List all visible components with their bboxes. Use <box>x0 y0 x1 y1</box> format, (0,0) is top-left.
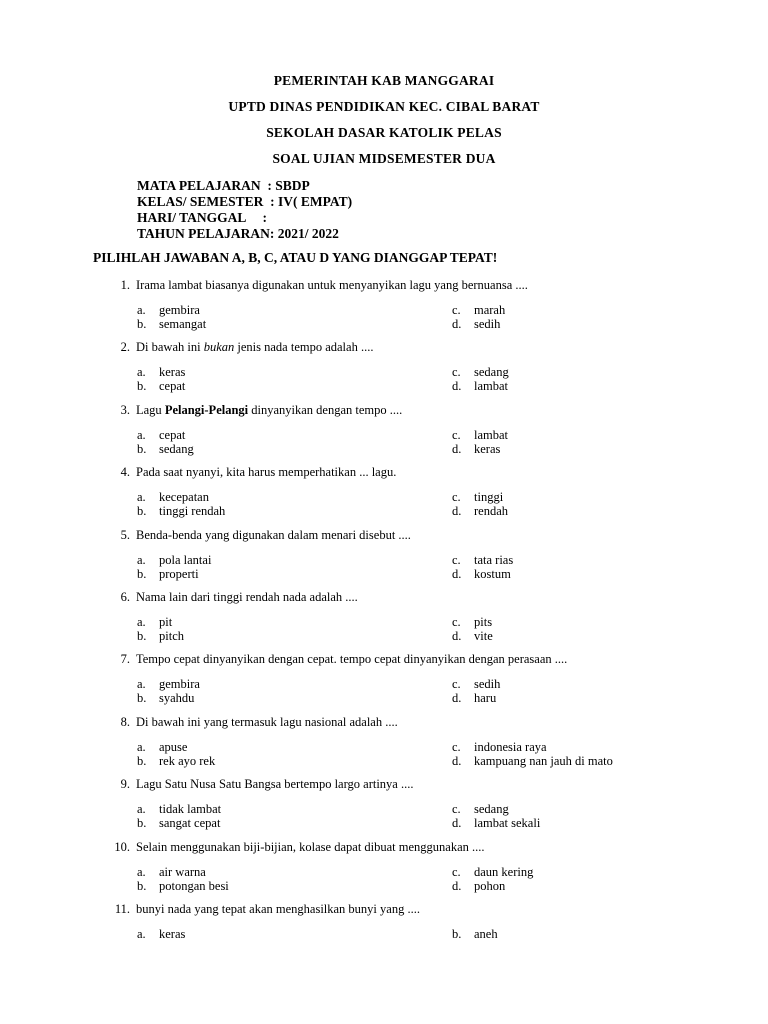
question-text-part: jenis nada tempo adalah .... <box>234 340 374 354</box>
info-year: TAHUN PELAJARAN: 2021/ 2022 <box>137 226 339 241</box>
instruction: PILIHLAH JAWABAN A, B, C, ATAU D YANG DIANGGAP TEPAT! <box>93 250 498 265</box>
option-text: vite <box>474 629 493 643</box>
question-number: 4. <box>120 465 130 479</box>
question-number: 7. <box>120 652 130 666</box>
option-text: lambat sekali <box>474 816 541 830</box>
option-letter: b. <box>137 629 147 643</box>
option-text: gembira <box>159 677 200 691</box>
option-text: haru <box>474 691 497 705</box>
option-text: keras <box>159 927 186 941</box>
option-letter: b. <box>137 879 147 893</box>
question-number: 8. <box>120 715 130 729</box>
option-text: keras <box>474 442 501 456</box>
option-letter: d. <box>452 816 462 830</box>
option-letter: b. <box>452 927 462 941</box>
option-text: rek ayo rek <box>159 754 216 768</box>
option-letter: b. <box>137 816 147 830</box>
question-item <box>106 278 736 342</box>
option-letter: d. <box>452 567 462 581</box>
question-number: 6. <box>120 590 130 604</box>
option-letter: c. <box>452 740 461 754</box>
info-date: HARI/ TANGGAL : <box>137 210 268 225</box>
option-letter: c. <box>452 490 461 504</box>
question-text <box>136 652 567 667</box>
option-text: potongan besi <box>159 879 229 893</box>
info-class: KELAS/ SEMESTER : IV( EMPAT) <box>137 194 353 209</box>
option-text: sedih <box>474 677 501 691</box>
option-letter: b. <box>137 504 147 518</box>
option-letter: a. <box>137 365 146 379</box>
option-letter: b. <box>137 442 147 456</box>
question-text-part: Lagu Satu Nusa Satu Bangsa bertempo largo artinya .... <box>136 777 414 791</box>
option-letter: d. <box>452 379 462 393</box>
option-text: daun kering <box>474 865 534 879</box>
option-text: syahdu <box>159 691 195 705</box>
question-text-part: Tempo cepat dinyanyikan dengan cepat. tempo cepat dinyanyikan dengan perasaan .... <box>136 652 568 666</box>
option-letter: c. <box>452 865 461 879</box>
option-text: apuse <box>159 740 188 754</box>
option-letter: a. <box>137 677 146 691</box>
option-text: sedang <box>474 802 509 816</box>
option-letter: a. <box>137 865 146 879</box>
question-text-part: Benda-benda yang digunakan dalam menari disebut .... <box>136 528 411 542</box>
option-letter: d. <box>452 691 462 705</box>
option-letter: b. <box>137 379 147 393</box>
option-text: pits <box>474 615 493 629</box>
option-letter: a. <box>137 490 146 504</box>
question-number: 5. <box>120 528 130 542</box>
option-text: tata rias <box>474 553 514 567</box>
option-letter: a. <box>137 615 146 629</box>
option-text: indonesia raya <box>474 740 547 754</box>
question-number: 10. <box>114 840 130 854</box>
question-text <box>136 340 373 355</box>
question-text-part: Lagu <box>136 403 165 417</box>
question-number: 3. <box>120 403 130 417</box>
question-text <box>136 840 485 855</box>
header-agency: UPTD DINAS PENDIDIKAN KEC. CIBAL BARAT <box>228 99 540 114</box>
question-item <box>106 403 736 467</box>
question-item <box>106 652 736 716</box>
option-text: tinggi <box>474 490 504 504</box>
option-text: sedih <box>474 317 501 331</box>
info-subject: MATA PELAJARAN : SBDP <box>137 178 310 193</box>
question-text <box>136 278 528 293</box>
question-text <box>136 777 413 792</box>
question-item <box>106 590 736 654</box>
question-text <box>136 590 358 605</box>
option-text: sedang <box>474 365 509 379</box>
option-letter: d. <box>452 504 462 518</box>
question-number: 9. <box>120 777 130 791</box>
option-text: gembira <box>159 303 200 317</box>
question-emphasis: bukan <box>203 340 235 354</box>
question-text-part: Irama lambat biasanya digunakan untuk menyanyikan lagu yang bernuansa .... <box>136 278 528 292</box>
option-text: properti <box>159 567 199 581</box>
question-text <box>136 902 420 917</box>
option-letter: a. <box>137 927 146 941</box>
header-exam-title: SOAL UJIAN MIDSEMESTER DUA <box>272 151 496 166</box>
option-letter: b. <box>137 691 147 705</box>
option-text: pitch <box>159 629 184 643</box>
option-letter: b. <box>137 754 147 768</box>
question-item <box>106 902 736 966</box>
option-text: semangat <box>159 317 207 331</box>
question-text <box>136 465 396 480</box>
header-government: PEMERINTAH KAB MANGGARAI <box>273 73 495 88</box>
option-letter: c. <box>452 365 461 379</box>
option-text: lambat <box>474 379 509 393</box>
question-text <box>136 715 398 730</box>
question-text-part: Selain menggunakan biji-bijian, kolase dapat dibuat menggunakan .... <box>136 840 485 854</box>
option-text: kecepatan <box>159 490 209 504</box>
option-letter: d. <box>452 754 462 768</box>
question-number: 2. <box>120 340 130 354</box>
question-item <box>106 715 736 779</box>
question-text-part: Di bawah ini yang termasuk lagu nasional adalah .... <box>136 715 398 729</box>
option-text: marah <box>474 303 506 317</box>
option-letter: c. <box>452 677 461 691</box>
option-text: kostum <box>474 567 511 581</box>
option-text: cepat <box>159 428 186 442</box>
option-letter: d. <box>452 629 462 643</box>
question-text-part: Di bawah ini <box>136 340 204 354</box>
option-text: pit <box>159 615 173 629</box>
option-text: aneh <box>474 927 498 941</box>
question-text <box>136 403 402 418</box>
option-text: sedang <box>159 442 194 456</box>
question-emphasis: Pelangi-Pelangi <box>164 403 249 417</box>
option-text: sangat cepat <box>159 816 221 830</box>
option-letter: a. <box>137 740 146 754</box>
question-text-part: Pada saat nyanyi, kita harus memperhatikan ... lagu. <box>136 465 397 479</box>
question-item <box>106 340 736 404</box>
option-letter: b. <box>137 317 147 331</box>
option-text: rendah <box>474 504 509 518</box>
option-letter: a. <box>137 303 146 317</box>
option-text: pola lantai <box>159 553 212 567</box>
option-text: air warna <box>159 865 206 879</box>
option-letter: a. <box>137 428 146 442</box>
option-text: kampuang nan jauh di mato <box>474 754 613 768</box>
option-letter: c. <box>452 303 461 317</box>
option-letter: c. <box>452 428 461 442</box>
option-text: tinggi rendah <box>159 504 226 518</box>
option-letter: d. <box>452 442 462 456</box>
question-number: 11. <box>114 902 130 916</box>
question-text-part: bunyi nada yang tepat akan menghasilkan bunyi yang .... <box>136 902 420 916</box>
option-letter: c. <box>452 553 461 567</box>
option-letter: a. <box>137 553 146 567</box>
question-text-part: Nama lain dari tinggi rendah nada adalah .... <box>136 590 358 604</box>
option-letter: a. <box>137 802 146 816</box>
question-text-part: dinyanyikan dengan tempo .... <box>248 403 403 417</box>
option-letter: b. <box>137 567 147 581</box>
option-letter: c. <box>452 615 461 629</box>
option-letter: d. <box>452 317 462 331</box>
header-school: SEKOLAH DASAR KATOLIK PELAS <box>266 125 502 140</box>
option-text: lambat <box>474 428 509 442</box>
option-text: cepat <box>159 379 186 393</box>
option-letter: d. <box>452 879 462 893</box>
option-letter: c. <box>452 802 461 816</box>
question-text <box>136 528 411 543</box>
option-text: keras <box>159 365 186 379</box>
question-number: 1. <box>120 278 130 292</box>
option-text: pohon <box>474 879 506 893</box>
option-text: tidak lambat <box>159 802 222 816</box>
